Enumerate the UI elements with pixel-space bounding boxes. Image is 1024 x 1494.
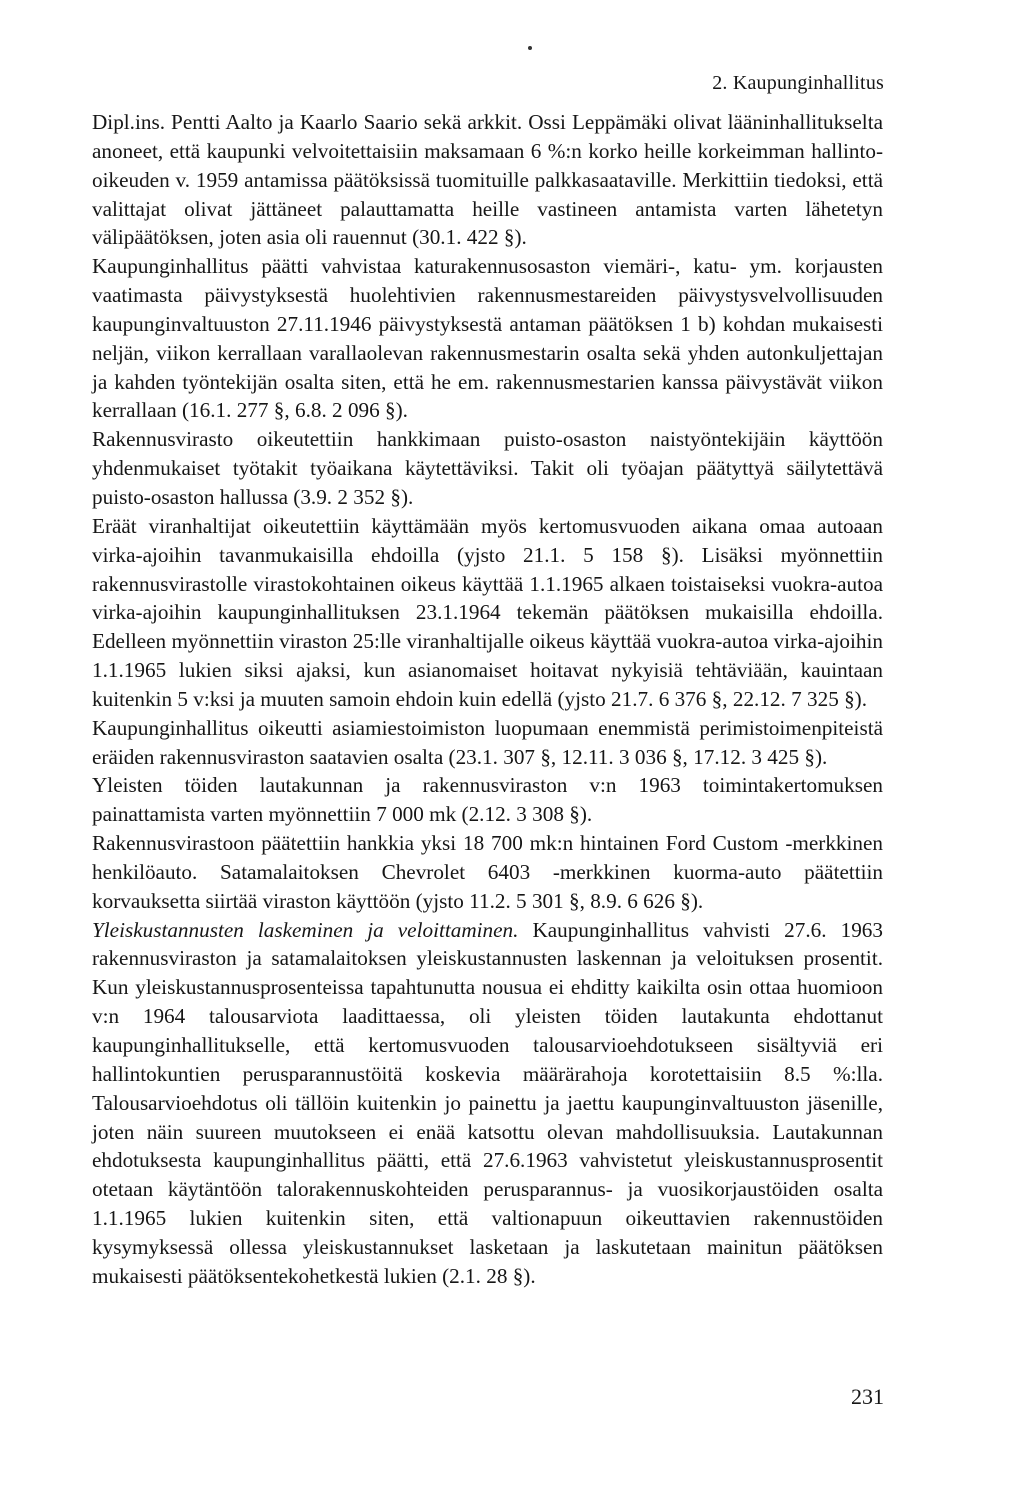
paragraph-2: Kaupunginhallitus päätti vahvistaa katurakennusosaston viemäri-, katu- ym. korjausten vaatimasta päivystyksestä huolehtivien rakennusmestareiden päivystysvelvollisuuden kaupunginvaltuuston 27.11.1946 päivystyksestä antaman päätöksen 1 b) kohdan mukaisesti neljän, viikon kerrallaan varallaolevan rakennusmestarin osalta sekä yhden autonkuljettajan ja kahden työntekijän osalta siten, että he em. rakennusmestarien kanssa päivystävät viikon kerrallaan (16.1. 277 §, 6.8. 2 096 §).	[92, 254, 883, 423]
page-number: 231	[851, 1384, 884, 1409]
print-speck	[528, 46, 532, 50]
paragraph-3: Rakennusvirasto oikeutettiin hankkimaan puisto-osaston naistyöntekijäin käyttöön yhdenmukaiset työtakit työaikana käytettäviksi. Takit oli työajan päätyttyä säilytettävä puisto-osaston hallussa (3.9. 2 352 §).	[92, 427, 883, 509]
paragraph-8-text: Kaupunginhallitus vahvisti 27.6. 1963 rakennusviraston ja satamalaitoksen yleiskustannusten laskennan ja veloituksen prosentit. Kun yleiskustannusprosenteissa tapahtunutta nousua ei ehditty kaikilta osin ottaa huomioon v:n 1964 talousarviota laadittaessa, oli yleisten töiden lautakunta ehdottanut kaupunginhallitukselle, että kertomusvuoden talousarvioehdotukseen sisältyviä eri hallintokuntien perusparannustöitä koskevia määrärahoja korotettaisiin 8.5 %:lla. Talousarvioehdotus oli tällöin kuitenkin jo painettu ja jaettu kaupunginvaltuuston jäsenille, joten näin suureen muutokseen ei enää katsottu olevan mahdollisuuksia. Lautakunnan ehdotuksesta kaupunginhallitus päätti, että 27.6.1963 vahvistetut yleiskustannusprosentit otetaan käytäntöön talorakennuskohteiden perusparannus- ja vuosikorjaustöiden osalta 1.1.1965 lukien kuitenkin siten, että valtionapuun oikeuttavien rakennustöiden kysymyksessä ollessa yleiskustannukset lasketaan ja laskutetaan mainitun päätöksen mukaisesti päätöksentekohetkestä lukien (2.1. 28 §).	[92, 917, 883, 1288]
paragraph-4: Eräät viranhaltijat oikeutettiin käyttämään myös kertomusvuoden aikana omaa autoaan virka-ajoihin tavanmukaisilla ehdoilla (yjsto 21.1. 5 158 §). Lisäksi myönnettiin rakennusvirastolle virastokohtainen oikeus käyttää 1.1.1965 alkaen toistaiseksi vuokra-autoa virka-ajoihin kaupunginhallituksen 23.1.1964 tekemän päätöksen mukaisilla ehdoilla. Edelleen myönnettiin viraston 25:lle viranhaltijalle oikeus käyttää vuokra-autoa virka-ajoihin 1.1.1965 lukien siksi ajaksi, kun asianomaiset hoitavat nykyisiä tehtäviään, kauintaan kuitenkin 5 v:ksi ja muuten samoin ehdoin kuin edellä (yjsto 21.7. 6 376 §, 22.12. 7 325 §).	[92, 513, 883, 711]
paragraph-6: Yleisten töiden lautakunnan ja rakennusviraston v:n 1963 toimintakertomuksen painattamista varten myönnettiin 7 000 mk (2.12. 3 308 §).	[92, 773, 883, 827]
section-heading-italic: Yleiskustannusten laskeminen ja veloittaminen.	[92, 917, 519, 942]
paragraph-8	[92, 916, 883, 1291]
paragraph-1: Dipl.ins. Pentti Aalto ja Kaarlo Saario sekä arkkit. Ossi Leppämäki olivat lääninhallitukselta anoneet, että kaupunki velvoitettaisiin maksamaan 6 %:n korko heille korkeimman hallinto-oikeuden v. 1959 antamissa päätöksissä tuomituille palkkasaataville. Merkittiin tiedoksi, että valittajat olivat jättäneet palauttamatta heille vastineen antamista varten lähetetyn välipäätöksen, joten asia oli rauennut (30.1. 422 §).	[92, 110, 883, 250]
running-head: 2. Kaupunginhallitus	[712, 72, 884, 94]
paragraph-5: Kaupunginhallitus oikeutti asiamiestoimiston luopumaan enemmistä perimistoimenpiteistä eräiden rakennusviraston saatavien osalta (23.1. 307 §, 12.11. 3 036 §, 17.12. 3 425 §).	[92, 715, 883, 769]
paragraph-7: Rakennusvirastoon päätettiin hankkia yksi 18 700 mk:n hintainen Ford Custom -merkkinen henkilöauto. Satamalaitoksen Chevrolet 6403 -merkkinen kuorma-auto päätettiin korvauksetta siirtää viraston käyttöön (yjsto 11.2. 5 301 §, 8.9. 6 626 §).	[92, 831, 883, 913]
body-text	[92, 108, 883, 1291]
